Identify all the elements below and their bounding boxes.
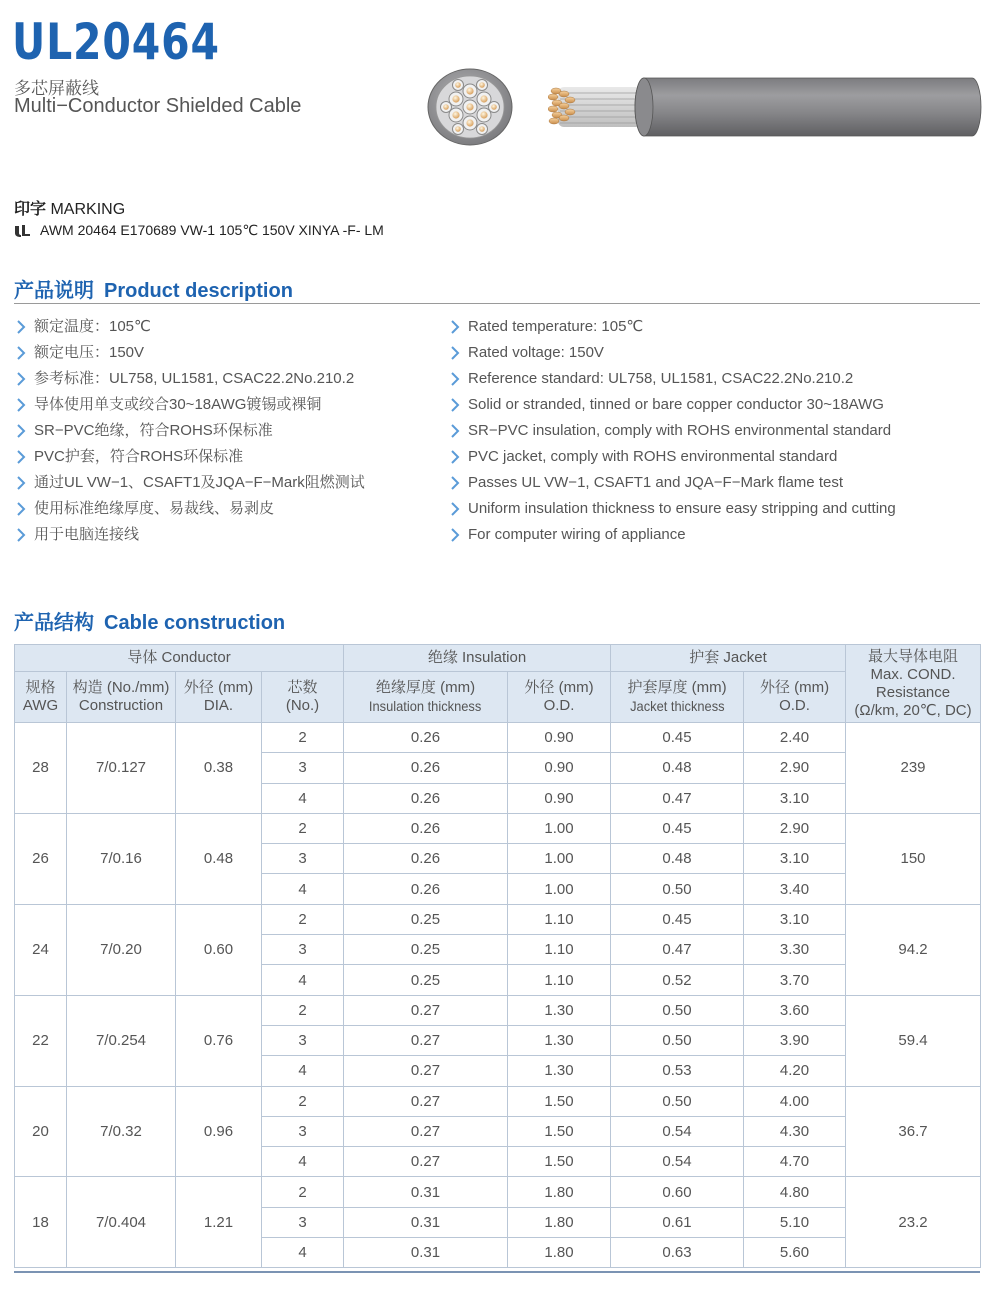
construction-cell: 7/0.127 [67, 723, 176, 814]
dia-header [176, 672, 262, 723]
chevron-right-icon [14, 317, 28, 337]
cores-cell: 3 [262, 1116, 344, 1146]
awg-cell: 26 [15, 813, 67, 904]
cable-construction-heading-en: Cable construction [104, 612, 286, 634]
jacket-od-cell: 3.10 [744, 783, 846, 813]
resistance-cell: 150 [846, 813, 981, 904]
chevron-right-icon [14, 343, 28, 363]
chevron-right-icon [14, 395, 28, 415]
chevron-right-icon [14, 499, 28, 519]
product-description-heading [14, 274, 293, 303]
dia-cell: 0.38 [176, 723, 262, 814]
jacket-thickness-cell: 0.45 [611, 723, 744, 753]
marking-heading-en: MARKING [50, 201, 126, 218]
cores-cell: 2 [262, 723, 344, 753]
jacket-thickness-cell: 0.54 [611, 1147, 744, 1177]
awg-header [15, 672, 67, 723]
insulation-od-cell: 1.30 [508, 1056, 611, 1086]
jacket-od-cell: 3.10 [744, 844, 846, 874]
insulation-thickness-header-en: Insulation thickness [369, 697, 482, 714]
description-item [14, 473, 365, 499]
jacket-thickness-cell: 0.48 [611, 844, 744, 874]
insulation-thickness-cell: 0.27 [344, 1056, 508, 1086]
chevron-right-icon [448, 473, 462, 493]
description-item-text: Solid or stranded, tinned or bare copper conductor 30~18AWG [468, 396, 884, 413]
jacket-group-header: 护套 Jacket [611, 645, 846, 672]
chevron-right-icon [448, 447, 462, 467]
description-item-text: 额定电压：150V [34, 344, 145, 361]
description-item-text: SR−PVC绝缘，符合ROHS环保标准 [34, 422, 273, 439]
resistance-header-unit: (Ω/km, 20℃, DC) [854, 701, 972, 719]
model-title: UL20464 [12, 13, 220, 71]
jacket-od-cell: 3.40 [744, 874, 846, 904]
cores-cell: 3 [262, 844, 344, 874]
resistance-cell: 23.2 [846, 1177, 981, 1268]
insulation-thickness-cell: 0.26 [344, 844, 508, 874]
awg-cell: 22 [15, 995, 67, 1086]
cable-construction-table [14, 644, 981, 1268]
insulation-od-header-en: O.D. [543, 697, 575, 714]
description-item [448, 369, 896, 395]
insulation-od-cell: 1.00 [508, 813, 611, 843]
construction-header [67, 672, 176, 723]
insulation-od-header [508, 672, 611, 723]
description-item-text: SR−PVC insulation, comply with ROHS environmental standard [468, 422, 892, 439]
chevron-right-icon [448, 317, 462, 337]
description-item-text: 额定温度：105℃ [34, 318, 151, 335]
resistance-cell: 36.7 [846, 1086, 981, 1177]
jacket-od-cell: 2.90 [744, 753, 846, 783]
description-item [14, 525, 365, 551]
chevron-right-icon [448, 499, 462, 519]
cable-construction-heading [14, 606, 285, 635]
table-row [15, 1177, 981, 1207]
resistance-cell: 239 [846, 723, 981, 814]
description-item-text: Passes UL VW−1, CSAFT1 and JQA−F−Mark flame test [468, 474, 843, 491]
awg-cell: 28 [15, 723, 67, 814]
cores-header [262, 672, 344, 723]
jacket-od-cell: 3.70 [744, 965, 846, 995]
dia-cell: 0.76 [176, 995, 262, 1086]
resistance-cell: 94.2 [846, 904, 981, 995]
jacket-thickness-header-cn: 护套厚度 (mm) [627, 678, 727, 696]
description-item [14, 343, 365, 369]
table-row [15, 723, 981, 753]
chevron-right-icon [448, 421, 462, 441]
ul-recognized-logo-icon [14, 224, 32, 238]
description-item-text: For computer wiring of appliance [468, 526, 686, 543]
description-item-text: 导体使用单支或绞合30~18AWG镀锡或裸铜 [34, 396, 322, 413]
jacket-od-cell: 4.20 [744, 1056, 846, 1086]
jacket-thickness-cell: 0.63 [611, 1238, 744, 1268]
cable-side-image [548, 76, 982, 138]
description-item [448, 395, 896, 421]
dia-cell: 0.96 [176, 1086, 262, 1177]
subtitle-cn: 多芯屏蔽线 [14, 79, 99, 98]
description-item [448, 473, 896, 499]
insulation-od-cell: 1.00 [508, 844, 611, 874]
cores-cell: 4 [262, 1056, 344, 1086]
jacket-od-header [744, 672, 846, 723]
insulation-od-cell: 0.90 [508, 753, 611, 783]
jacket-od-cell: 4.70 [744, 1147, 846, 1177]
insulation-od-cell: 1.10 [508, 904, 611, 934]
jacket-thickness-header-en: Jacket thickness [629, 697, 725, 714]
marking-text-line [14, 222, 384, 239]
insulation-thickness-cell: 0.27 [344, 1147, 508, 1177]
insulation-od-cell: 1.50 [508, 1116, 611, 1146]
conductor-group-header: 导体 Conductor [15, 645, 344, 672]
jacket-od-cell: 4.30 [744, 1116, 846, 1146]
jacket-thickness-cell: 0.50 [611, 1025, 744, 1055]
description-item-text: 使用标准绝缘厚度、易裁线、易剥皮 [34, 500, 275, 517]
construction-header-en: Construction [78, 697, 164, 714]
awg-header-en: AWG [22, 697, 59, 714]
description-item-text: 参考标准：UL758, UL1581, CSAC22.2No.210.2 [34, 370, 355, 387]
insulation-thickness-cell: 0.27 [344, 995, 508, 1025]
resistance-header [846, 645, 981, 723]
cores-cell: 4 [262, 1238, 344, 1268]
marking-text: AWM 20464 E170689 VW-1 105℃ 150V XINYA -F- LM [40, 222, 384, 238]
table-body [15, 723, 981, 1268]
insulation-thickness-cell: 0.26 [344, 753, 508, 783]
jacket-od-cell: 5.10 [744, 1207, 846, 1237]
jacket-thickness-cell: 0.60 [611, 1177, 744, 1207]
insulation-thickness-header-cn: 绝缘厚度 (mm) [375, 678, 476, 696]
insulation-od-cell: 1.80 [508, 1177, 611, 1207]
jacket-od-cell: 3.90 [744, 1025, 846, 1055]
description-item [14, 317, 365, 343]
description-item [448, 317, 896, 343]
chevron-right-icon [448, 343, 462, 363]
description-item-text: 用于电脑连接线 [34, 526, 140, 543]
product-description-heading-en: Product description [104, 280, 293, 302]
chevron-right-icon [448, 369, 462, 389]
insulation-od-cell: 1.50 [508, 1147, 611, 1177]
jacket-od-cell: 2.40 [744, 723, 846, 753]
cores-cell: 2 [262, 904, 344, 934]
cable-cross-section-image [427, 68, 513, 146]
jacket-od-cell: 4.00 [744, 1086, 846, 1116]
dia-header-cn: 外径 (mm) [183, 679, 254, 696]
jacket-thickness-cell: 0.53 [611, 1056, 744, 1086]
product-description-heading-cn: 产品说明 [14, 280, 94, 302]
description-item-text: Uniform insulation thickness to ensure easy stripping and cutting [468, 500, 896, 517]
chevron-right-icon [14, 369, 28, 389]
insulation-od-cell: 1.80 [508, 1207, 611, 1237]
insulation-thickness-cell: 0.25 [344, 904, 508, 934]
jacket-od-cell: 5.60 [744, 1238, 846, 1268]
marking-heading [14, 196, 125, 219]
table-row [15, 1086, 981, 1116]
description-item [448, 499, 896, 525]
jacket-od-cell: 4.80 [744, 1177, 846, 1207]
chevron-right-icon [448, 525, 462, 545]
subtitle-en: Multi−Conductor Shielded Cable [14, 95, 302, 117]
jacket-thickness-cell: 0.52 [611, 965, 744, 995]
insulation-od-cell: 0.90 [508, 723, 611, 753]
jacket-od-cell: 2.90 [744, 813, 846, 843]
section-divider [14, 303, 980, 304]
jacket-thickness-cell: 0.45 [611, 904, 744, 934]
dia-cell: 1.21 [176, 1177, 262, 1268]
description-item [448, 421, 896, 447]
resistance-cell: 59.4 [846, 995, 981, 1086]
chevron-right-icon [14, 447, 28, 467]
cores-cell: 3 [262, 1207, 344, 1237]
insulation-od-header-cn: 外径 (mm) [524, 679, 594, 696]
insulation-thickness-cell: 0.31 [344, 1207, 508, 1237]
insulation-od-cell: 1.80 [508, 1238, 611, 1268]
description-item [14, 447, 365, 473]
description-item-text: Rated voltage: 150V [468, 344, 604, 361]
description-item [14, 499, 365, 525]
table-row [15, 995, 981, 1025]
construction-cell: 7/0.32 [67, 1086, 176, 1177]
insulation-thickness-cell: 0.27 [344, 1025, 508, 1055]
dia-cell: 0.60 [176, 904, 262, 995]
construction-header-cn: 构造 (No./mm) [72, 679, 170, 696]
description-item [14, 421, 365, 447]
insulation-od-cell: 1.30 [508, 995, 611, 1025]
cores-cell: 4 [262, 783, 344, 813]
dia-cell: 0.48 [176, 813, 262, 904]
cores-cell: 2 [262, 1086, 344, 1116]
construction-cell: 7/0.254 [67, 995, 176, 1086]
description-list-cn [14, 317, 365, 551]
description-item [448, 525, 896, 551]
chevron-right-icon [448, 395, 462, 415]
jacket-thickness-cell: 0.61 [611, 1207, 744, 1237]
insulation-thickness-cell: 0.31 [344, 1238, 508, 1268]
jacket-thickness-cell: 0.54 [611, 1116, 744, 1146]
jacket-od-header-cn: 外径 (mm) [759, 679, 830, 696]
awg-cell: 20 [15, 1086, 67, 1177]
construction-cell: 7/0.20 [67, 904, 176, 995]
jacket-thickness-cell: 0.50 [611, 995, 744, 1025]
description-item [448, 447, 896, 473]
description-item-text: Reference standard: UL758, UL1581, CSAC22.2No.210.2 [468, 370, 854, 387]
awg-header-cn: 规格 [25, 679, 56, 696]
chevron-right-icon [14, 473, 28, 493]
insulation-thickness-cell: 0.26 [344, 874, 508, 904]
jacket-thickness-cell: 0.47 [611, 935, 744, 965]
insulation-od-cell: 1.30 [508, 1025, 611, 1055]
description-item-text: 通过UL VW−1、CSAFT1及JQA−F−Mark阻燃测试 [34, 474, 365, 491]
jacket-thickness-cell: 0.50 [611, 874, 744, 904]
insulation-thickness-cell: 0.26 [344, 813, 508, 843]
awg-cell: 24 [15, 904, 67, 995]
cores-cell: 3 [262, 935, 344, 965]
awg-cell: 18 [15, 1177, 67, 1268]
description-item-text: PVC护套，符合ROHS环保标准 [34, 448, 244, 465]
insulation-od-cell: 0.90 [508, 783, 611, 813]
cores-header-en: (No.) [285, 697, 320, 714]
insulation-thickness-cell: 0.25 [344, 965, 508, 995]
cores-cell: 4 [262, 1147, 344, 1177]
cores-cell: 4 [262, 874, 344, 904]
jacket-od-cell: 3.10 [744, 904, 846, 934]
jacket-thickness-header [611, 672, 744, 723]
insulation-od-cell: 1.00 [508, 874, 611, 904]
cores-cell: 2 [262, 995, 344, 1025]
construction-cell: 7/0.16 [67, 813, 176, 904]
description-item [14, 369, 365, 395]
jacket-od-header-en: O.D. [779, 697, 810, 714]
table-bottom-rule [14, 1271, 980, 1273]
chevron-right-icon [14, 421, 28, 441]
jacket-thickness-cell: 0.48 [611, 753, 744, 783]
chevron-right-icon [14, 525, 28, 545]
description-item-text: Rated temperature: 105℃ [468, 318, 644, 335]
table-row [15, 813, 981, 843]
insulation-thickness-cell: 0.26 [344, 723, 508, 753]
description-item [448, 343, 896, 369]
cores-cell: 2 [262, 813, 344, 843]
cores-cell: 2 [262, 1177, 344, 1207]
cores-cell: 3 [262, 1025, 344, 1055]
cores-cell: 4 [262, 965, 344, 995]
jacket-od-cell: 3.30 [744, 935, 846, 965]
cores-cell: 3 [262, 753, 344, 783]
insulation-thickness-cell: 0.26 [344, 783, 508, 813]
jacket-thickness-cell: 0.45 [611, 813, 744, 843]
insulation-thickness-cell: 0.27 [344, 1116, 508, 1146]
resistance-header-en1: Max. COND. [870, 665, 956, 683]
jacket-od-cell: 3.60 [744, 995, 846, 1025]
resistance-header-en2: Resistance [875, 683, 951, 701]
description-list-en [448, 317, 896, 551]
insulation-thickness-cell: 0.27 [344, 1086, 508, 1116]
insulation-od-cell: 1.50 [508, 1086, 611, 1116]
jacket-thickness-cell: 0.50 [611, 1086, 744, 1116]
insulation-thickness-cell: 0.31 [344, 1177, 508, 1207]
insulation-group-header: 绝缘 Insulation [344, 645, 611, 672]
insulation-thickness-header [344, 672, 508, 723]
table-row [15, 904, 981, 934]
jacket-thickness-cell: 0.47 [611, 783, 744, 813]
description-item [14, 395, 365, 421]
description-item-text: PVC jacket, comply with ROHS environmental standard [468, 448, 838, 465]
cores-header-cn: 芯数 [287, 679, 318, 696]
cable-construction-heading-cn: 产品结构 [14, 612, 94, 634]
construction-cell: 7/0.404 [67, 1177, 176, 1268]
dia-header-en: DIA. [203, 697, 234, 714]
insulation-od-cell: 1.10 [508, 935, 611, 965]
insulation-thickness-cell: 0.25 [344, 935, 508, 965]
resistance-header-cn: 最大导体电阻 [868, 647, 959, 665]
insulation-od-cell: 1.10 [508, 965, 611, 995]
marking-heading-cn: 印字 [14, 201, 47, 218]
